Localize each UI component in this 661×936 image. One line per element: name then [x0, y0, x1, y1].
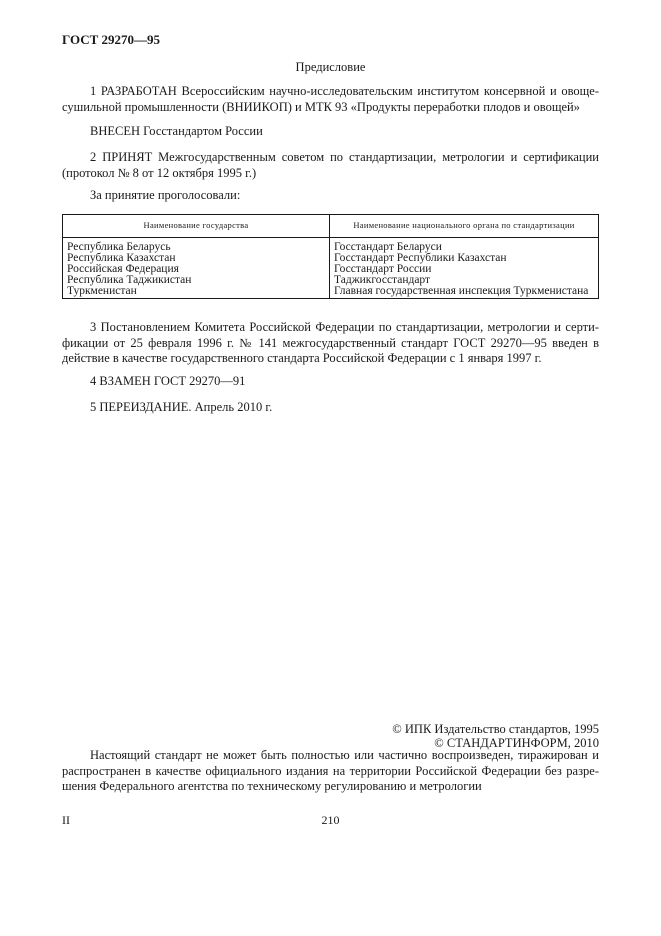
copyright-line-2: © СТАНДАРТИНФОРМ, 2010 — [434, 736, 599, 750]
copyright-line-1: © ИПК Издательство стандартов, 1995 — [392, 722, 599, 736]
standards-body-cell: Таджикгосстандарт — [330, 275, 599, 286]
standards-body-cell: Госстандарт Беларуси — [330, 238, 599, 254]
paragraph-developed: 1 РАЗРАБОТАН Всероссийским научно-исследовательским институтом консервной и овоще-сушильной промышленности (ВНИИКОП) и МТК 93 «Продукты переработки плодов и овощей» — [62, 84, 599, 114]
table-row — [63, 286, 599, 299]
table-row — [63, 238, 599, 254]
roman-page-number: II — [62, 813, 70, 827]
page-title: Предисловие — [295, 60, 366, 74]
reproduction-notice: Настоящий стандарт не может быть полностью или частично воспроизведен, тиражирован и распространен в качестве официального издания на территории Российской Федерации без разре-шения Федерального агентства по техническому регулированию и метрологии — [62, 748, 599, 793]
paragraph-enacted: 3 Постановлением Комитета Российской Федерации по стандартизации, метрологии и серти-фикации от 25 февраля 1996 г. № 141 межгосударственный стандарт ГОСТ 29270—95 введен в действие в качестве государственного стандарта Российской Федерации с 1 января 1997 г. — [62, 320, 599, 365]
state-cell: Республика Казахстан — [63, 253, 330, 264]
state-cell: Российская Федерация — [63, 264, 330, 275]
state-cell: Республика Беларусь — [63, 238, 330, 254]
standard-code: ГОСТ 29270—95 — [62, 32, 161, 47]
state-cell: Республика Таджикистан — [63, 275, 330, 286]
paragraph-replaces: 4 ВЗАМЕН ГОСТ 29270—91 — [90, 374, 246, 388]
state-cell: Туркменистан — [63, 286, 330, 299]
standards-body-cell: Госстандарт России — [330, 264, 599, 275]
paragraph-voted: За принятие проголосовали: — [90, 188, 241, 202]
column-header-state: Наименование государства — [63, 215, 330, 238]
paragraph-adopted: 2 ПРИНЯТ Межгосударственным советом по стандартизации, метрологии и сертификации (протокол № 8 от 12 октября 1995 г.) — [62, 150, 599, 180]
table-header-row — [63, 215, 599, 238]
column-header-standards-body: Наименование национального органа по стандартизации — [330, 215, 599, 238]
page-number: 210 — [321, 813, 340, 827]
paragraph-introduced: ВНЕСЕН Госстандартом России — [90, 124, 263, 138]
voting-states-table — [62, 214, 599, 299]
standards-body-cell: Госстандарт Республики Казахстан — [330, 253, 599, 264]
standards-body-cell: Главная государственная инспекция Туркменистана — [330, 286, 599, 299]
paragraph-reissue: 5 ПЕРЕИЗДАНИЕ. Апрель 2010 г. — [90, 400, 273, 414]
